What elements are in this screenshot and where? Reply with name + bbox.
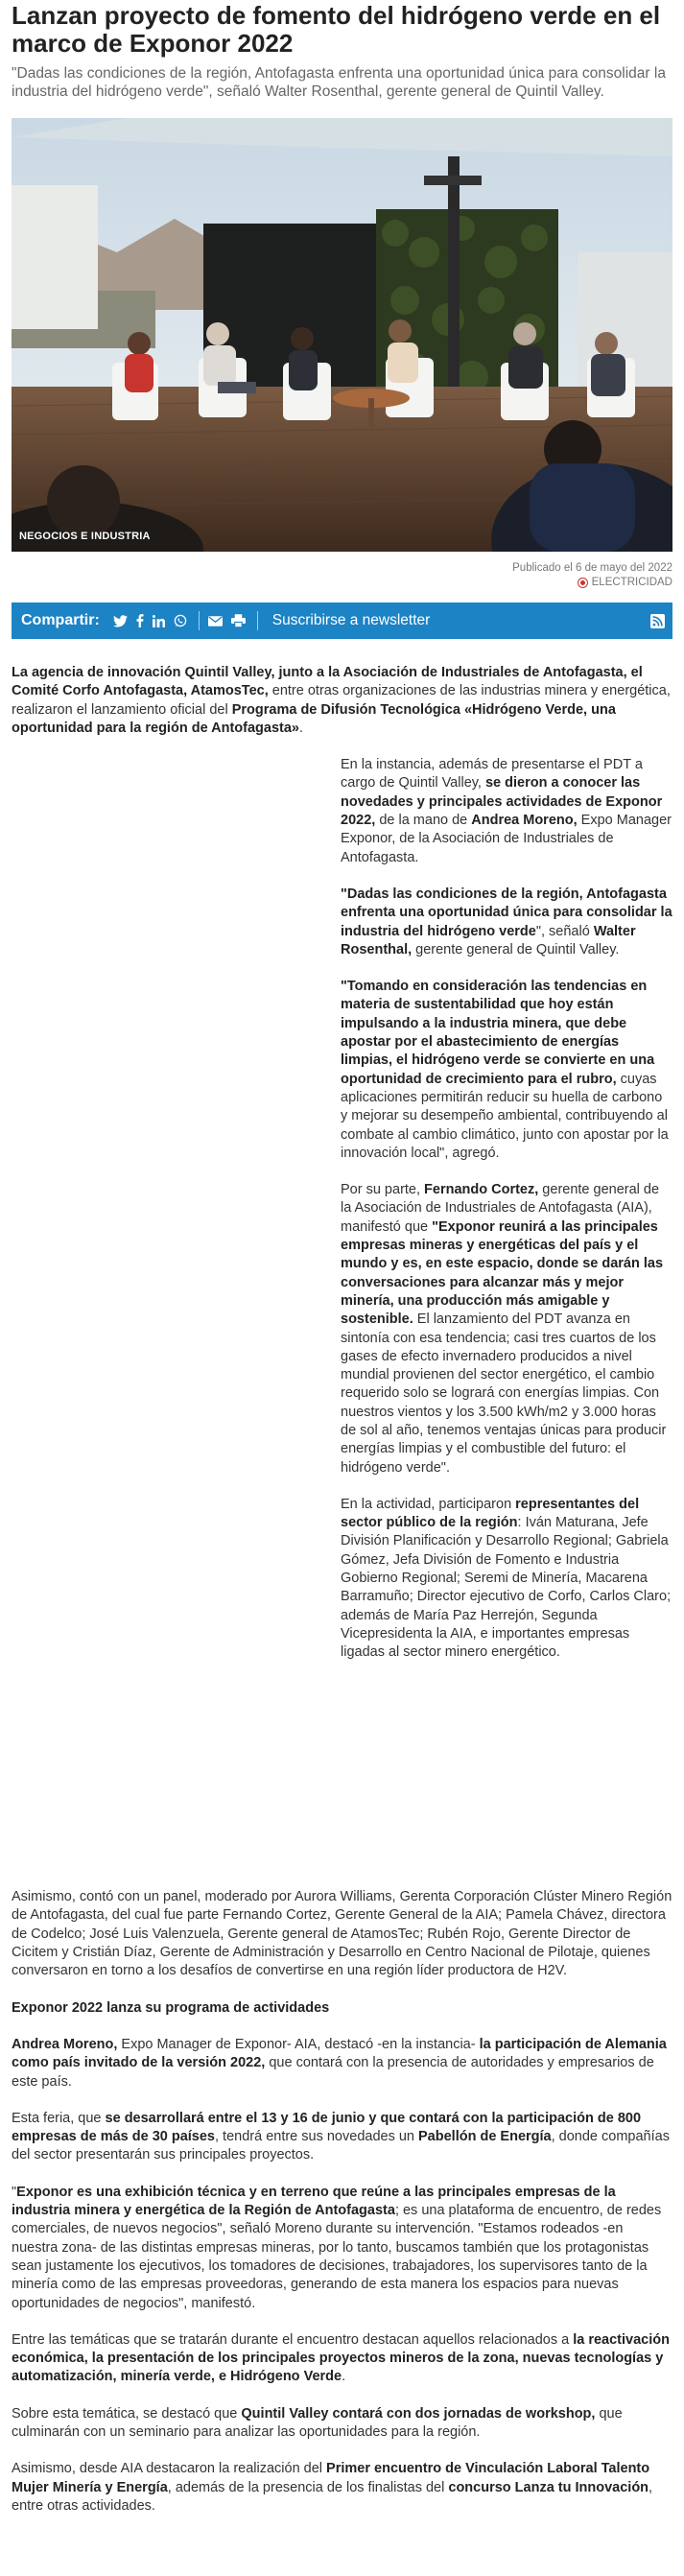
article-title: Lanzan proyecto de fomento del hidrógeno verde en el marco de Exponor 2022	[12, 1, 661, 58]
article-meta	[12, 561, 672, 590]
embedded-media-space	[12, 756, 341, 1888]
category-label[interactable]: ELECTRICIDAD	[591, 577, 672, 588]
share-bar	[12, 603, 672, 639]
paragraph: En la instancia, además de presentarse el PDT a cargo de Quintil Valley, se dieron a conocer las novedades y principales actividades de Exponor 2022, de la mano de Andrea Moreno, Expo Manager Exponor, de la Asociación de Industriales de Antofagasta.	[341, 757, 672, 865]
article-page	[12, 0, 672, 2516]
category-tag[interactable]: NEGOCIOS E INDUSTRIA	[19, 531, 151, 542]
paragraph: "Exponor es una exhibición técnica y en terreno que reúne a las principales empresas de la industria minera y energética de la Región de Antofagasta; es una plataforma de encuentro, de redes comerciales, de nuevos negocios", señaló Moreno durante su intervención. "Estamos rodeados -en nuestra zona- de las distintas empresas mineras, por lo tanto, buscamos también que los protagonistas sean justamente los ejecutivos, los tomadores de decisiones, trabajadores, los supervisores tanto de la minería como de las empresas proveedoras, generando de esta manera los espacios para nuevas oportunidades de negocios", manifestó.	[12, 2184, 662, 2311]
rss-icon[interactable]	[650, 614, 665, 628]
share-label: Compartir:	[21, 612, 100, 628]
whatsapp-icon[interactable]	[174, 614, 187, 627]
facebook-icon[interactable]	[136, 614, 144, 627]
article-subtitle: "Dadas las condiciones de la región, Antofagasta enfrenta una oportunidad única para consolidar la industria del hidrógeno verde", señaló Walter Rosenthal, gerente general de Quintil Valley.	[12, 65, 666, 100]
publish-date: Publicado el 6 de mayo del 2022	[512, 562, 672, 574]
share-divider	[199, 611, 200, 630]
category-link[interactable]	[578, 576, 672, 590]
twitter-icon[interactable]	[113, 615, 128, 627]
paragraph: Andrea Moreno, Expo Manager de Exponor- AIA, destacó -en la instancia- la participación de Alemania como país invitado de la versión 2022, que contará con la presencia de autoridades y empresarios de este país.	[12, 2036, 667, 2090]
paragraph: Por su parte, Fernando Cortez, gerente general de la Asociación de Industriales de Antofagasta (AIA), manifestó que "Exponor reunirá a las principales empresas mineras y energéticas del país y el mundo y es, en este espacio, donde se darán las conversaciones para alcanzar más y mejor minería, una producción más amigable y sostenible. El lanzamiento del PDT avanza en sintonía con esa tendencia; casi tres cuartos de los gases de efecto invernadero producidos a nivel mundial provienen del sector energético, el cambio requerido solo se logrará con energías limpias. Con nuestros vientos y los 3.500 kWh/m2 y 3.000 horas de sol al año, tenemos ventajas únicas para producir energías limpias y el combustible del futuro: el hidrógeno verde".	[341, 1182, 667, 1476]
section-heading: Exponor 2022 lanza su programa de actividades	[12, 1999, 330, 2016]
hero-photo	[12, 118, 672, 552]
hero-image	[12, 118, 672, 552]
email-icon[interactable]	[208, 616, 223, 626]
linkedin-icon[interactable]	[153, 615, 165, 627]
print-icon[interactable]	[231, 614, 246, 627]
paragraph: Sobre esta temática, se destacó que Quintil Valley contará con dos jornadas de workshop, que culminarán con un seminario para analizar las oportunidades para la región.	[12, 2405, 623, 2441]
newsletter-link[interactable]: Suscribirse a newsletter	[271, 612, 431, 628]
paragraph: Entre las temáticas que se tratarán durante el encuentro destacan aquellos relacionados a la reactivación económica, la presentación de los principales proyectos mineros de la zona, nuevas tecnologías y automatización, minería verde, e Hidrógeno Verde.	[12, 2331, 670, 2385]
paragraph: Esta feria, que se desarrollará entre el 13 y 16 de junio y que contará con la participación de 800 empresas de más de 30 países, tendrá entre sus novedades un Pabellón de Energía, donde compañías del sector presentarán sus principales proyectos.	[12, 2110, 670, 2163]
share-divider-2	[257, 611, 258, 630]
category-icon	[578, 578, 588, 588]
paragraph: "Dadas las condiciones de la región, Antofagasta enfrenta una oportunidad única para consolidar la industria del hidrógeno verde", señaló Walter Rosenthal, gerente general de Quintil Valley.	[341, 886, 672, 957]
article-lead: La agencia de innovación Quintil Valley, junto a la Asociación de Industriales de Antofagasta, el Comité Corfo Antofagasta, AtamosTec, entre otras organizaciones de las industrias minera y energética, realizaron el lanzamiento oficial del Programa de Difusión Tecnológica «Hidrógeno Verde, una oportunidad para la región de Antofagasta».	[12, 665, 671, 736]
paragraph: "Tomando en consideración las tendencias en materia de sustentabilidad que hoy están impulsando a la industria minera, que debe apostar por el abastecimiento de energías limpias, el hidrógeno verde se convierte en una oportunidad de crecimiento para el rubro, cuyas aplicaciones permitirán reducir su huella de carbono y mejorar su desempeño ambiental, contribuyendo al combate al cambio climático, junto con apostar por la innovación local", agregó.	[341, 979, 669, 1161]
paragraph: Asimismo, contó con un panel, moderado por Aurora Williams, Gerenta Corporación Clúster Minero Región de Antofagasta, del cual fue parte Fernando Cortez, Gerente General de la AIA; Pamela Chávez, directora de Codelco; José Luis Valenzuela, Gerente general de AtamosTec; Rubén Rojo, Gerente Director de Cicitem y Cristián Díaz, Gerente de Administración y Desarrollo en Centro Nacional de Pilotaje, quienes conversaron en torno a los desafíos de convertirse en una región líder productora de H2V.	[12, 1889, 672, 1979]
paragraph: Asimismo, desde AIA destacaron la realización del Primer encuentro de Vinculación Laboral Talento Mujer Minería y Energía, además de la presencia de los finalistas del concurso Lanza tu Innovación, entre otras actividades.	[12, 2461, 653, 2514]
article-body	[12, 664, 672, 2516]
paragraph: En la actividad, participaron representantes del sector público de la región: Iván Maturana, Jefe División Planificación y Desarrollo Regional; Gabriela Gómez, Jefa División de Fomento e Industria Gobierno Regional; Seremi de Minería, Macarena Barramuño; Director ejecutivo de Corfo, Carlos Claro; además de María Paz Herrejón, Segunda Vicepresidenta la AIA, e importantes empresas ligadas al sector minero energético.	[341, 1496, 672, 1661]
